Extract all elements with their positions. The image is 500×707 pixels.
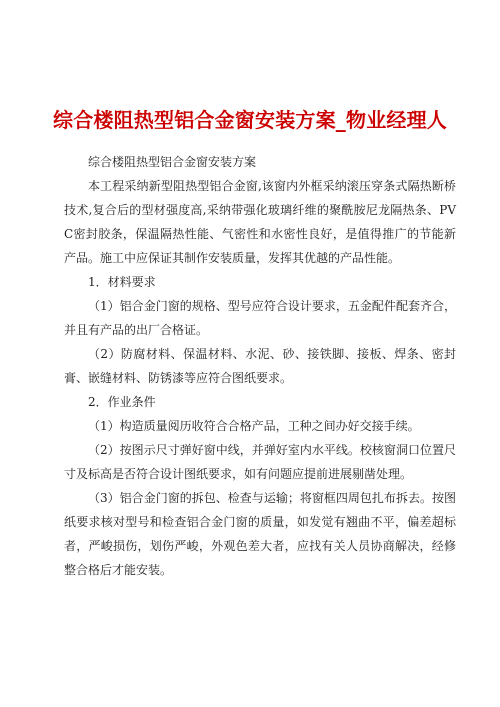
paragraph-intro: 本工程采纳新型阻热型铝合金窗,该窗内外框采纳滚压穿条式隔热断桥技术,复合后的型材强度高,采纳带强化玻璃纤维的聚酰胺尼龙隔热条、PVC密封胶条，保温隔热性能、气密性和水密性良好，是值得推广的节能新产品。施工中应保证其制作安装质量，发挥其优越的产品性能。 <box>64 179 456 265</box>
paragraph-conditions-2: （2）按图示尺寸弹好窗中线，并弹好室内水平线。校核窗洞口位置尺寸及标高是否符合设计图纸要求，如有问题应提前进展剔凿处理。 <box>64 443 456 481</box>
section-heading-conditions: 2．作业条件 <box>88 395 156 409</box>
paragraph-materials-1: （1）铝合金门窗的规格、型号应符合设计要求，五金配件配套齐合，并且有产品的出厂合格证。 <box>64 299 456 337</box>
paragraph-conditions-1: （1）构造质量阅历收符合合格产品，工种之间办好交接手续。 <box>88 419 420 433</box>
paragraph-conditions-3: （3）铝合金门窗的拆包、检查与运输；将窗框四周包扎布拆去。按图纸要求核对型号和检查铝合金门窗的质量，如发觉有翘曲不平，偏差超标者，严峻损伤，划伤严峻，外观色差大者，应找有关人员协商解决，经修整合格后才能安装。 <box>64 491 456 577</box>
paragraph-subtitle: 综合楼阻热型铝合金窗安装方案 <box>88 155 257 169</box>
document-body <box>64 150 456 582</box>
document-title: 综合楼阻热型铝合金窗安装方案_物业经理人 <box>53 108 447 132</box>
paragraph-materials-2: （2）防腐材料、保温材料、水泥、砂、接铁脚、接板、焊条、密封膏、嵌缝材料、防锈漆等应符合图纸要求。 <box>64 347 456 385</box>
section-heading-materials: 1．材料要求 <box>88 275 156 289</box>
